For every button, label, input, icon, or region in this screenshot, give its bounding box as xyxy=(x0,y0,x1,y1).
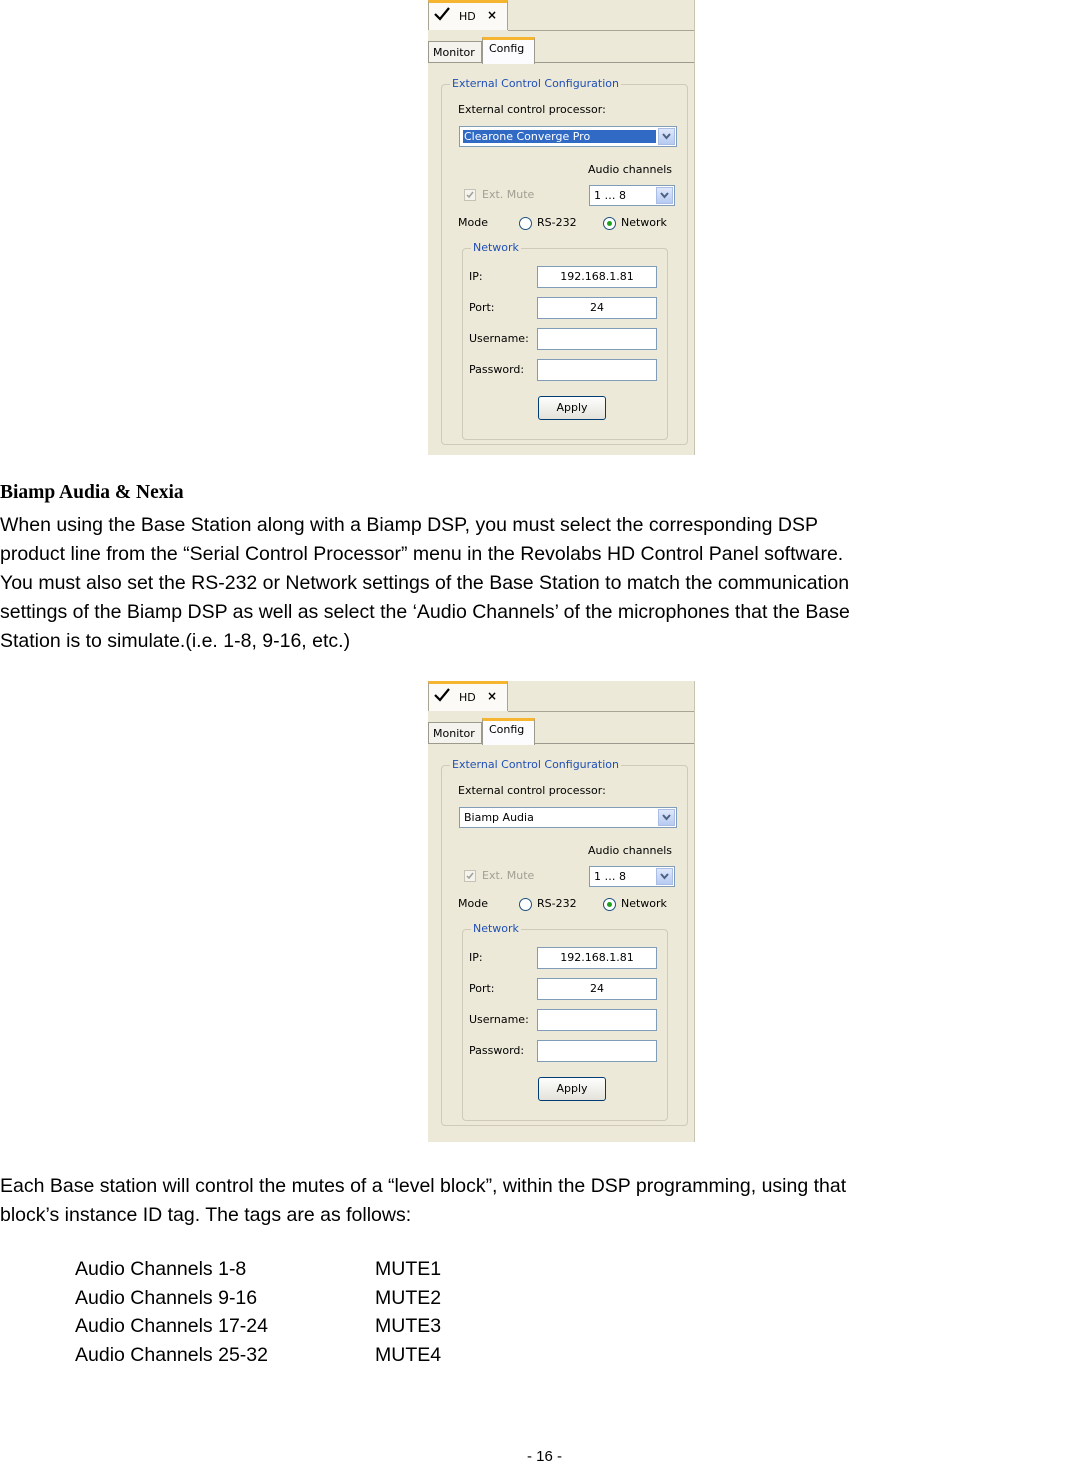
network-radio-label: Network xyxy=(621,216,667,229)
rs232-label: RS-232 xyxy=(537,216,577,229)
channels-cell: Audio Channels 9-16 xyxy=(75,1286,258,1309)
hd-tab-label: HD xyxy=(459,10,476,23)
audio-channels-select[interactable] xyxy=(589,185,675,206)
subtab-divider xyxy=(535,62,694,63)
external-control-legend: External Control Configuration xyxy=(452,77,619,90)
checkmark-icon xyxy=(433,686,451,704)
tab-config[interactable]: Config xyxy=(482,37,535,64)
table-row xyxy=(75,1287,495,1316)
rs232-label: RS-232 xyxy=(537,897,577,910)
audio-channels-value: 1 … 8 xyxy=(594,189,626,202)
paragraph-line: Each Base station will control the mutes of a “level block”, within the DSP programming, using that xyxy=(0,1175,847,1197)
tag-cell: MUTE1 xyxy=(375,1258,442,1280)
port-label: Port: xyxy=(469,982,495,995)
port-input[interactable]: 24 xyxy=(537,297,657,319)
hd-tab-label: HD xyxy=(459,691,476,704)
network-radio[interactable] xyxy=(603,898,616,911)
mute-tag-table xyxy=(75,1258,495,1372)
chevron-down-icon[interactable] xyxy=(658,128,675,145)
chevron-down-icon[interactable] xyxy=(656,187,673,204)
page-number: - 16 - xyxy=(526,1448,562,1465)
ext-mute-label: Ext. Mute xyxy=(482,869,535,882)
channels-cell: Audio Channels 1-8 xyxy=(75,1258,247,1280)
audio-channels-select[interactable] xyxy=(589,866,675,887)
port-label: Port: xyxy=(469,301,495,314)
chevron-down-icon[interactable] xyxy=(658,809,675,826)
tag-cell: MUTE3 xyxy=(375,1315,442,1337)
password-input[interactable] xyxy=(537,1040,657,1062)
tag-cell: MUTE2 xyxy=(375,1286,442,1309)
external-control-group xyxy=(441,758,688,1126)
table-row xyxy=(75,1344,495,1373)
audio-channels-value: 1 … 8 xyxy=(594,870,626,883)
tabstrip-divider xyxy=(508,711,694,712)
paragraph-1 xyxy=(0,511,850,656)
network-legend: Network xyxy=(473,922,519,935)
paragraph-2 xyxy=(0,1172,846,1230)
channels-cell: Audio Channels 25-32 xyxy=(75,1343,268,1366)
username-label: Username: xyxy=(469,1013,529,1026)
tag-cell: MUTE4 xyxy=(375,1343,442,1366)
external-control-group xyxy=(441,77,688,445)
ip-input[interactable]: 192.168.1.81 xyxy=(537,266,657,288)
ip-label: IP: xyxy=(469,951,483,964)
tab-monitor[interactable]: Monitor xyxy=(428,41,482,63)
channels-cell: Audio Channels 17-24 xyxy=(75,1315,268,1337)
close-icon[interactable]: × xyxy=(487,8,498,22)
network-group xyxy=(462,922,668,1121)
network-legend: Network xyxy=(473,241,519,254)
processor-label: External control processor: xyxy=(458,784,606,797)
hd-window-tab[interactable] xyxy=(428,681,508,711)
table-row xyxy=(75,1315,495,1344)
paragraph-line: settings of the Biamp DSP as well as select the ‘Audio Channels’ of the microphones that the Base xyxy=(0,601,850,623)
mode-label: Mode xyxy=(458,897,488,910)
close-icon[interactable]: × xyxy=(487,689,498,703)
ip-label: IP: xyxy=(469,270,483,283)
paragraph-line: product line from the “Serial Control Processor” menu in the Revolabs HD Control Panel software. xyxy=(0,543,844,565)
processor-select[interactable] xyxy=(459,126,677,147)
apply-button[interactable]: Apply xyxy=(538,1077,606,1101)
paragraph-line: Station is to simulate.(i.e. 1-8, 9-16, etc.) xyxy=(0,630,351,652)
ext-mute-checkbox[interactable] xyxy=(464,189,476,201)
config-screenshot-2 xyxy=(428,681,695,1142)
hd-window-tab[interactable] xyxy=(428,0,508,30)
network-radio-label: Network xyxy=(621,897,667,910)
network-group xyxy=(462,241,668,440)
section-heading: Biamp Audia & Nexia xyxy=(0,482,184,503)
mode-label: Mode xyxy=(458,216,488,229)
password-label: Password: xyxy=(469,1044,525,1057)
ext-mute-checkbox[interactable] xyxy=(464,870,476,882)
checkmark-icon xyxy=(433,5,451,23)
processor-value: Clearone Converge Pro xyxy=(463,130,656,143)
config-screenshot-1 xyxy=(428,0,695,455)
processor-value: Biamp Audia xyxy=(464,811,534,824)
tabstrip-divider xyxy=(508,30,694,31)
network-radio[interactable] xyxy=(603,217,616,230)
tab-config[interactable]: Config xyxy=(482,718,535,745)
external-control-legend: External Control Configuration xyxy=(452,758,619,771)
subtab-divider xyxy=(535,743,694,744)
chevron-down-icon[interactable] xyxy=(656,868,673,885)
audio-channels-label: Audio channels xyxy=(588,163,673,176)
paragraph-line: You must also set the RS-232 or Network settings of the Base Station to match the communication xyxy=(0,572,850,594)
username-input[interactable] xyxy=(537,1009,657,1031)
ip-input[interactable]: 192.168.1.81 xyxy=(537,947,657,969)
processor-select[interactable] xyxy=(459,807,677,828)
rs232-radio[interactable] xyxy=(519,217,532,230)
paragraph-line: When using the Base Station along with a Biamp DSP, you must select the corresponding DSP xyxy=(0,514,819,536)
paragraph-line: block’s instance ID tag. The tags are as follows: xyxy=(0,1204,412,1226)
tab-monitor[interactable]: Monitor xyxy=(428,722,482,744)
processor-label: External control processor: xyxy=(458,103,606,116)
rs232-radio[interactable] xyxy=(519,898,532,911)
password-input[interactable] xyxy=(537,359,657,381)
port-input[interactable]: 24 xyxy=(537,978,657,1000)
table-row xyxy=(75,1258,495,1287)
username-input[interactable] xyxy=(537,328,657,350)
ext-mute-label: Ext. Mute xyxy=(482,188,535,201)
apply-button[interactable]: Apply xyxy=(538,396,606,420)
audio-channels-label: Audio channels xyxy=(588,844,673,857)
password-label: Password: xyxy=(469,363,525,376)
username-label: Username: xyxy=(469,332,529,345)
